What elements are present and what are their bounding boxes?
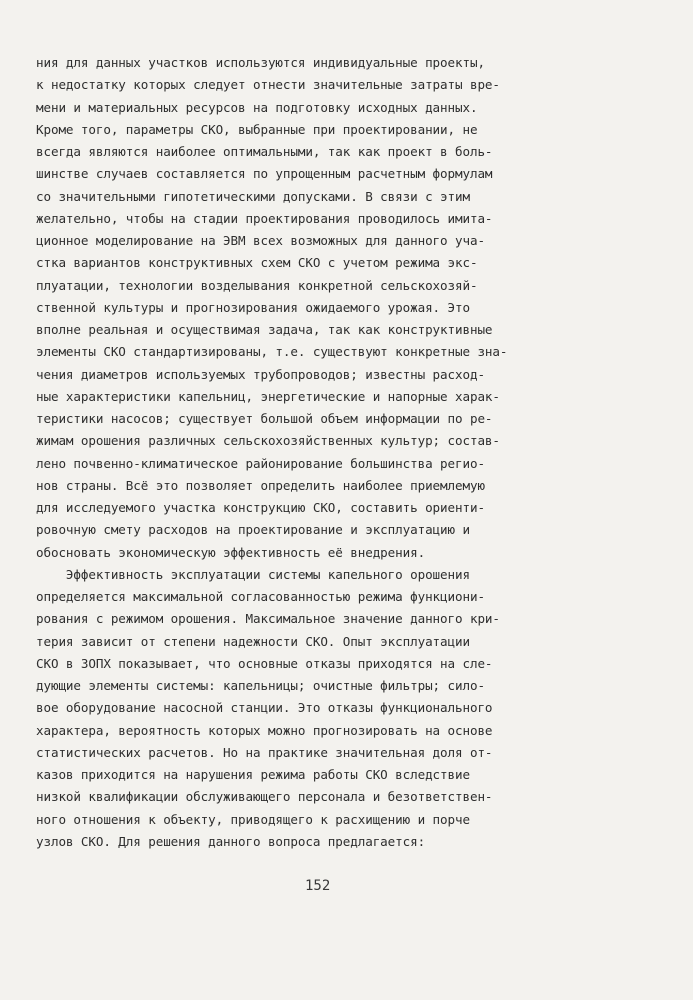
text-line: рования с режимом орошения. Максимальное значение данного кри- — [36, 611, 500, 627]
text-line: нов страны. Всё это позволяет определить наиболее приемлемую — [36, 477, 485, 493]
text-line: для исследуемого участка конструкцию СКО, составить ориенти- — [36, 500, 485, 515]
text-line: стка вариантов конструктивных схем СКО с учетом режима экс- — [36, 255, 478, 271]
text-line: обосновать экономическую эффективность её внедрения. — [36, 544, 426, 560]
text-line: вое оборудование насосной станции. Это отказы функционального — [36, 700, 493, 716]
text-line: чения диаметров используемых трубопроводов; известны расход- — [36, 366, 485, 382]
page-number: 152 — [305, 878, 331, 894]
text-line: к недостатку которых следует отнести значительные затраты вре- — [36, 77, 500, 93]
text-line: жимам орошения различных сельскохозяйственных культур; состав- — [36, 433, 500, 449]
text-line: статистических расчетов. Но на практике значительная доля от- — [36, 744, 493, 760]
text-line: вполне реальная и осуществимая задача, так как конструктивные — [36, 322, 493, 337]
text-line: теристики насосов; существует большой объем информации по ре- — [36, 411, 493, 426]
body-text — [36, 52, 676, 853]
text-line: элементы СКО стандартизированы, т.е. существуют конкретные зна- — [36, 344, 508, 360]
text-line: характера, вероятность которых можно прогнозировать на основе — [36, 722, 493, 738]
text-line: казов приходится на нарушения режима работы СКО вследствие — [36, 767, 470, 782]
text-line: мени и материальных ресурсов на подготовку исходных данных. — [36, 99, 478, 115]
text-line: ственной культуры и прогнозирования ожидаемого урожая. Это — [36, 299, 470, 315]
text-line: со значительными гипотетическими допусками. В связи с этим — [36, 188, 470, 204]
text-line: шинстве случаев составляется по упрощенным расчетным формулам — [36, 166, 493, 182]
text-line: ного отношения к объекту, приводящего к расхищению и порче — [36, 811, 470, 827]
text-line: Эффективность эксплуатации системы капельного орошения — [36, 566, 470, 582]
text-line: определяется максимальной согласованностью режима функциони- — [36, 589, 485, 604]
text-line: всегда являются наиболее оптимальными, так как проект в боль- — [36, 144, 493, 159]
text-line: лено почвенно-климатическое районирование большинства регио- — [36, 455, 485, 471]
text-line: ровочную смету расходов на проектирование и эксплуатацию и — [36, 522, 470, 538]
text-line: ционное моделирование на ЭВМ всех возможных для данного уча- — [36, 233, 485, 248]
text-line: Кроме того, параметры СКО, выбранные при проектировании, не — [36, 121, 478, 137]
text-line: терия зависит от степени надежности СКО. Опыт эксплуатации — [36, 633, 470, 649]
text-line: ные характеристики капельниц, энергетические и напорные харак- — [36, 388, 500, 404]
text-line: дующие элементы системы: капельницы; очистные фильтры; сило- — [36, 678, 485, 693]
text-line: низкой квалификации обслуживающего персонала и безответствен- — [36, 789, 493, 805]
text-line: СКО в ЗОПХ показывает, что основные отказы приходятся на сле- — [36, 655, 493, 671]
text-line: желательно, чтобы на стадии проектирования проводилось имита- — [36, 210, 493, 226]
text-line: ния для данных участков используются индивидуальные проекты, — [36, 55, 485, 70]
text-line: узлов СКО. Для решения данного вопроса предлагается: — [36, 833, 426, 849]
text-line: плуатации, технологии возделывания конкретной сельскохозяй- — [36, 277, 478, 293]
